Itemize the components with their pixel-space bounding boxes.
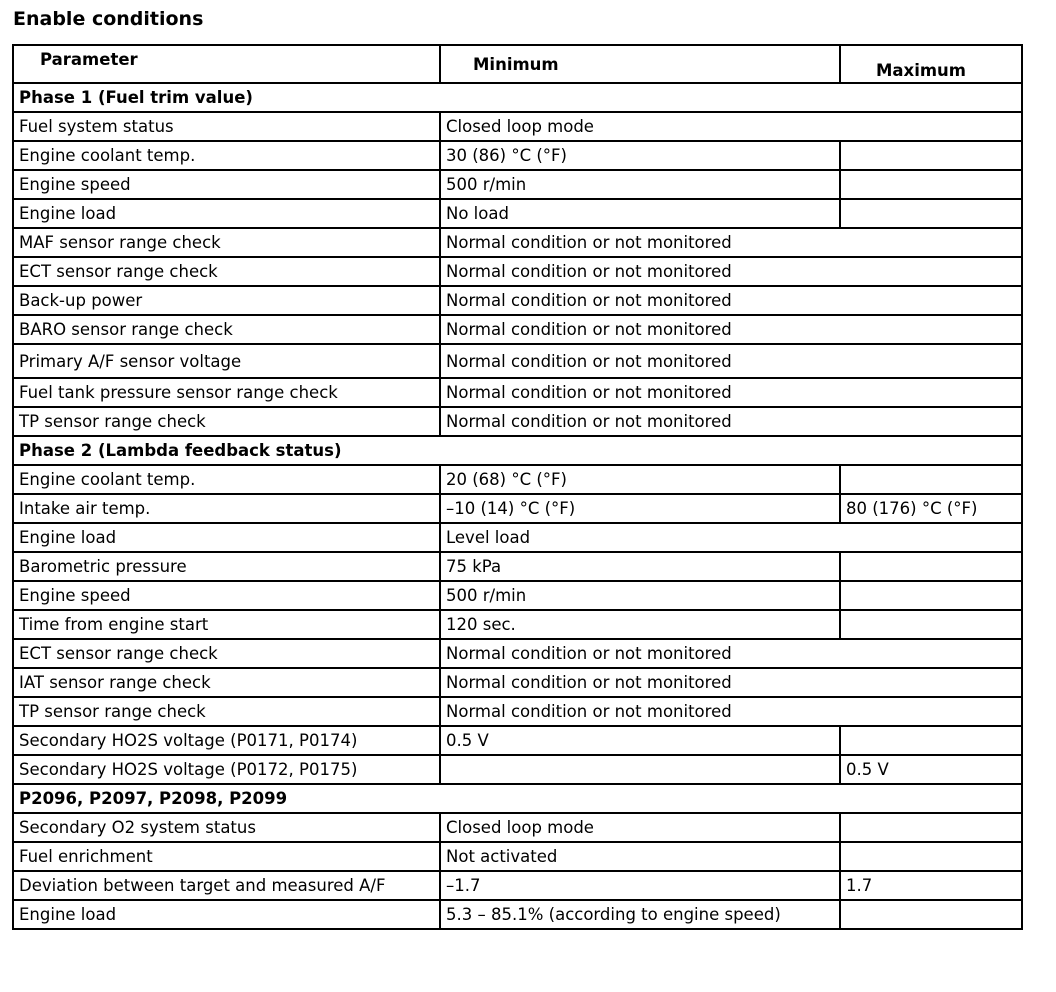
minimum-cell: 0.5 V [440, 726, 840, 755]
parameter-cell: IAT sensor range check [13, 668, 440, 697]
header-maximum: Maximum [840, 45, 1022, 83]
maximum-cell [840, 552, 1022, 581]
value-cell: Normal condition or not monitored [440, 257, 1022, 286]
parameter-cell: ECT sensor range check [13, 639, 440, 668]
table-row [13, 668, 1022, 697]
table-body [13, 83, 1022, 929]
value-cell: Normal condition or not monitored [440, 315, 1022, 344]
parameter-cell: Time from engine start [13, 610, 440, 639]
maximum-cell: 80 (176) °C (°F) [840, 494, 1022, 523]
value-cell: Normal condition or not monitored [440, 228, 1022, 257]
section-label: Phase 2 (Lambda feedback status) [13, 436, 1022, 465]
maximum-cell: 1.7 [840, 871, 1022, 900]
parameter-cell: BARO sensor range check [13, 315, 440, 344]
value-cell: Normal condition or not monitored [440, 407, 1022, 436]
minimum-cell: 120 sec. [440, 610, 840, 639]
table-row [13, 494, 1022, 523]
maximum-cell [840, 610, 1022, 639]
parameter-cell: Barometric pressure [13, 552, 440, 581]
section-row [13, 784, 1022, 813]
parameter-cell: ECT sensor range check [13, 257, 440, 286]
parameter-cell: Fuel tank pressure sensor range check [13, 378, 440, 407]
table-row [13, 726, 1022, 755]
minimum-cell: –1.7 [440, 871, 840, 900]
table-row [13, 170, 1022, 199]
minimum-cell: No load [440, 199, 840, 228]
table-row [13, 755, 1022, 784]
section-row [13, 436, 1022, 465]
table-row [13, 900, 1022, 929]
maximum-cell [840, 170, 1022, 199]
minimum-cell: 20 (68) °C (°F) [440, 465, 840, 494]
table-row [13, 523, 1022, 552]
parameter-cell: Fuel system status [13, 112, 440, 141]
parameter-cell: Engine load [13, 199, 440, 228]
parameter-cell: Engine speed [13, 581, 440, 610]
header-row [13, 45, 1022, 83]
table-row [13, 871, 1022, 900]
value-cell: Normal condition or not monitored [440, 639, 1022, 668]
maximum-cell [840, 900, 1022, 929]
value-cell: Level load [440, 523, 1022, 552]
parameter-cell: Engine coolant temp. [13, 141, 440, 170]
table-row [13, 286, 1022, 315]
parameter-cell: Secondary O2 system status [13, 813, 440, 842]
parameter-cell: Deviation between target and measured A/F [13, 871, 440, 900]
table-row [13, 141, 1022, 170]
parameter-cell: Engine speed [13, 170, 440, 199]
parameter-cell: TP sensor range check [13, 697, 440, 726]
header-parameter: Parameter [13, 45, 440, 83]
maximum-cell [840, 581, 1022, 610]
minimum-cell: –10 (14) °C (°F) [440, 494, 840, 523]
parameter-cell: Primary A/F sensor voltage [13, 344, 440, 378]
minimum-cell [440, 755, 840, 784]
minimum-cell: Closed loop mode [440, 813, 840, 842]
value-cell: Closed loop mode [440, 112, 1022, 141]
value-cell: Normal condition or not monitored [440, 344, 1022, 378]
table-row [13, 610, 1022, 639]
table-row [13, 199, 1022, 228]
table-row [13, 257, 1022, 286]
table-row [13, 552, 1022, 581]
table-row [13, 378, 1022, 407]
parameter-cell: Back-up power [13, 286, 440, 315]
parameter-cell: Engine load [13, 523, 440, 552]
parameter-cell: Secondary HO2S voltage (P0171, P0174) [13, 726, 440, 755]
maximum-cell: 0.5 V [840, 755, 1022, 784]
minimum-cell: 500 r/min [440, 170, 840, 199]
minimum-cell: 500 r/min [440, 581, 840, 610]
value-cell: Normal condition or not monitored [440, 286, 1022, 315]
table-row [13, 228, 1022, 257]
table-row [13, 407, 1022, 436]
value-cell: Normal condition or not monitored [440, 668, 1022, 697]
minimum-cell: 30 (86) °C (°F) [440, 141, 840, 170]
maximum-cell [840, 842, 1022, 871]
table-row [13, 344, 1022, 378]
minimum-cell: 75 kPa [440, 552, 840, 581]
table-row [13, 315, 1022, 344]
table-row [13, 581, 1022, 610]
table-row [13, 842, 1022, 871]
header-minimum: Minimum [440, 45, 840, 83]
table-row [13, 639, 1022, 668]
page-title: Enable conditions [13, 8, 204, 30]
section-label: P2096, P2097, P2098, P2099 [13, 784, 1022, 813]
maximum-cell [840, 813, 1022, 842]
parameter-cell: Engine load [13, 900, 440, 929]
table-row [13, 465, 1022, 494]
value-cell: Normal condition or not monitored [440, 697, 1022, 726]
parameter-cell: Engine coolant temp. [13, 465, 440, 494]
maximum-cell [840, 199, 1022, 228]
section-row [13, 83, 1022, 112]
table-row [13, 112, 1022, 141]
value-cell: Normal condition or not monitored [440, 378, 1022, 407]
table-row [13, 813, 1022, 842]
parameter-cell: MAF sensor range check [13, 228, 440, 257]
parameter-cell: Intake air temp. [13, 494, 440, 523]
section-label: Phase 1 (Fuel trim value) [13, 83, 1022, 112]
parameter-cell: TP sensor range check [13, 407, 440, 436]
minimum-cell: 5.3 – 85.1% (according to engine speed) [440, 900, 840, 929]
parameter-cell: Secondary HO2S voltage (P0172, P0175) [13, 755, 440, 784]
maximum-cell [840, 726, 1022, 755]
enable-conditions-table [12, 44, 1023, 930]
table-row [13, 697, 1022, 726]
minimum-cell: Not activated [440, 842, 840, 871]
maximum-cell [840, 141, 1022, 170]
maximum-cell [840, 465, 1022, 494]
parameter-cell: Fuel enrichment [13, 842, 440, 871]
